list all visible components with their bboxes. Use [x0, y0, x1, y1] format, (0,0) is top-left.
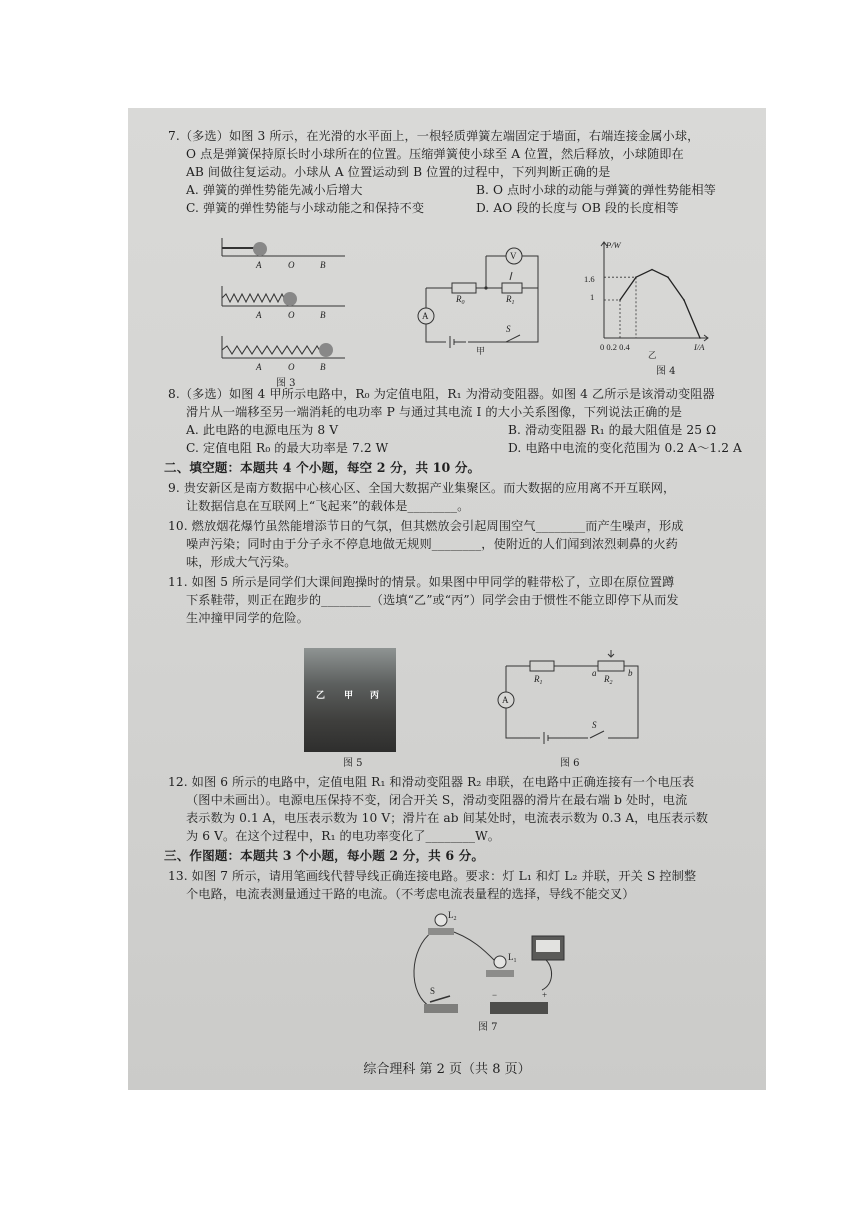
- fig3-label-a3: A: [256, 362, 262, 372]
- fig6-s-label: S: [592, 720, 597, 730]
- fig5-yi-tag: 乙: [316, 691, 326, 701]
- fig3-label-b1: B: [320, 260, 326, 270]
- fig3-label-a2: A: [256, 310, 262, 320]
- q9-line2: 让数据信息在互联网上“飞起来”的载体是________。: [186, 499, 470, 513]
- q12-line3: 表示数为 0.1 A，电压表示数为 10 V；滑片在 ab 间某处时，电流表示数为 0.3 A，电压表示数: [186, 811, 709, 825]
- figure-7-caption: 图 7: [478, 1022, 498, 1033]
- q8-option-b: B. 滑动变阻器 R₁ 的最大阻值是 25 Ω: [508, 423, 717, 437]
- figure-4-caption: 图 4: [656, 366, 676, 377]
- q8-line1: 8.（多选）如图 4 甲所示电路中，R₀ 为定值电阻，R₁ 为滑动变阻器。如图 4 乙所示是该滑动变阻器: [168, 387, 715, 401]
- fig4-a-label: A: [422, 311, 429, 321]
- q7-option-a: A. 弹簧的弹性势能先减小后增大: [186, 183, 363, 197]
- page-footer: 综合理科 第 2 页（共 8 页）: [363, 1062, 531, 1077]
- q8-line2: 滑片从一端移至另一端消耗的电功率 P 与通过其电流 I 的大小关系图像，下列说法正确的是: [186, 405, 683, 419]
- chart-series-line: [620, 270, 700, 338]
- fig7-l2-label: $L_2$: [448, 910, 457, 922]
- figure-5-photo: [304, 648, 396, 752]
- q9-line1: 9. 贵安新区是南方数据中心核心区、全国大数据产业集聚区。而大数据的应用离不开互联网，: [168, 481, 676, 495]
- chart-point: [683, 299, 685, 301]
- q7-option-d: D. AO 段的长度与 OB 段的长度相等: [476, 201, 679, 215]
- fig7-wire-right: [542, 960, 552, 990]
- fig5-jia-tag: 甲: [344, 691, 354, 701]
- fig7-lamp-l1-icon: [494, 956, 506, 968]
- q12-line1: 12. 如图 6 所示的电路中，定值电阻 R₁ 和滑动变阻器 R₂ 串联，在电路中正确连接有一个电压表: [168, 775, 695, 789]
- q12-line4: 为 6 V。在这个过程中，R₁ 的电功率变化了________W。: [186, 829, 501, 843]
- q11-line1: 11. 如图 5 所示是同学们大课间跑操时的情景。如果图中甲同学的鞋带松了，立即在原位置蹲: [168, 575, 675, 589]
- chart-ylabel: P/W: [606, 240, 621, 250]
- fig6-r1-label: $R_1$: [534, 674, 543, 686]
- q7-line2: O 点是弹簧保持原长时小球所在的位置。压缩弹簧使小球至 A 位置，然后释放，小球随即在: [186, 147, 684, 161]
- chart-point: [651, 269, 653, 271]
- q10-line1: 10. 燃放烟花爆竹虽然能增添节日的气氛，但其燃放会引起周围空气________而产生噪声，形成: [168, 519, 684, 533]
- figure-3-springs: [220, 226, 350, 386]
- fig4-v-label: V: [510, 251, 517, 261]
- q7-option-b: B. O 点时小球的动能与弹簧的弹性势能相等: [476, 183, 716, 197]
- fig7-wire-left: [414, 932, 432, 1008]
- fig4-s-label: S: [506, 324, 511, 334]
- q7-line1: 7.（多选）如图 3 所示，在光滑的水平面上，一根轻质弹簧左端固定于墙面，右端连接金属小球，: [168, 129, 700, 143]
- ball-row1: [253, 242, 267, 256]
- q8-option-c: C. 定值电阻 R₀ 的最大功率是 7.2 W: [186, 441, 389, 455]
- figure-5-caption: 图 5: [343, 758, 363, 769]
- q13-line1: 13. 如图 7 所示，请用笔画线代替导线正确连接电路。要求：灯 L₁ 和灯 L₂ 并联，开关 S 控制整: [168, 869, 697, 883]
- fig7-l1-label: $L_1$: [508, 952, 517, 964]
- figure-3-caption: 图 3: [276, 378, 296, 389]
- figure-4-circuit: [406, 236, 556, 356]
- figure-7-components: [404, 908, 574, 1026]
- fig7-lamp-l2-base: [428, 928, 454, 935]
- q8-option-a: A. 此电路的电源电压为 8 V: [186, 423, 339, 437]
- q12-line2: （图中未画出）。电源电压保持不变，闭合开关 S，滑动变阻器的滑片在最右端 b 处时，电流: [186, 793, 688, 807]
- q10-line2: 噪声污染；同时由于分子永不停息地做无规则________，使附近的人们闻到浓烈刺鼻的火药: [186, 537, 678, 551]
- chart-ytick-1: 1: [590, 292, 595, 302]
- section-3-heading: 三、作图题：本题共 3 个小题，每小题 2 分，共 6 分。: [164, 848, 485, 863]
- fig6-a-label: A: [502, 695, 509, 705]
- fig7-minus-label: −: [492, 990, 498, 1000]
- fig6-b-end: b: [628, 668, 633, 678]
- fig6-a-end: a: [592, 668, 597, 678]
- fig4-jia-label: 甲: [476, 346, 486, 356]
- q7-option-c: C. 弹簧的弹性势能与小球动能之和保持不变: [186, 201, 425, 215]
- chart-point: [667, 276, 669, 278]
- fig7-plus-label: +: [542, 990, 548, 1000]
- q10-line3: 味，形成大气污染。: [186, 555, 297, 569]
- fig3-label-o1: O: [288, 260, 295, 270]
- fig4-r0-label: $R_0$: [456, 294, 465, 306]
- q11-line3: 生冲撞甲同学的危险。: [186, 611, 309, 625]
- fig3-label-b3: B: [320, 362, 326, 372]
- fig4-r1-label: $R_1$: [506, 294, 515, 306]
- q11-line2: 下系鞋带，则正在跑步的________（选填“乙”或“丙”）同学会由于惯性不能立即停下从而发: [186, 593, 679, 607]
- figure-4-power-graph: [582, 236, 712, 360]
- fig3-label-o2: O: [288, 310, 295, 320]
- q8-option-d: D. 电路中电流的变化范围为 0.2 A～1.2 A: [508, 441, 742, 455]
- ball-row2: [283, 292, 297, 306]
- q7-line3: AB 间做往复运动。小球从 A 位置运动到 B 位置的过程中，下列判断正确的是: [186, 165, 611, 179]
- chart-point: [699, 337, 701, 339]
- fig5-bing-tag: 丙: [370, 691, 380, 701]
- fig7-wire-top: [448, 930, 498, 964]
- fig3-label-a1: A: [256, 260, 262, 270]
- chart-xticks: 0 0.2 0.4: [600, 342, 630, 352]
- chart-yi-label: 乙: [648, 350, 657, 360]
- figure-6-circuit: [488, 642, 648, 752]
- fig3-label-o3: O: [288, 362, 295, 372]
- ball-row3: [319, 343, 333, 357]
- fig7-battery-icon: [490, 1002, 548, 1014]
- exam-page: [128, 108, 766, 1090]
- q13-line2: 个电路，电流表测量通过干路的电流。（不考虑电流表量程的选择，导线不能交叉）: [186, 887, 635, 901]
- fig3-label-b2: B: [320, 310, 326, 320]
- chart-ytick-16: 1.6: [584, 274, 595, 284]
- section-2-heading: 二、填空题：本题共 4 个小题，每空 2 分，共 10 分。: [164, 460, 481, 475]
- chart-xlabel: I/A: [694, 342, 705, 352]
- fig7-lamp-l2-icon: [435, 914, 447, 926]
- figure-6-caption: 图 6: [560, 758, 580, 769]
- fig7-lamp-l1-base: [486, 970, 514, 977]
- fig6-r2-label: $R_2$: [604, 674, 613, 686]
- fig7-s-label: S: [430, 986, 436, 996]
- fig7-switch-icon: [424, 1004, 458, 1013]
